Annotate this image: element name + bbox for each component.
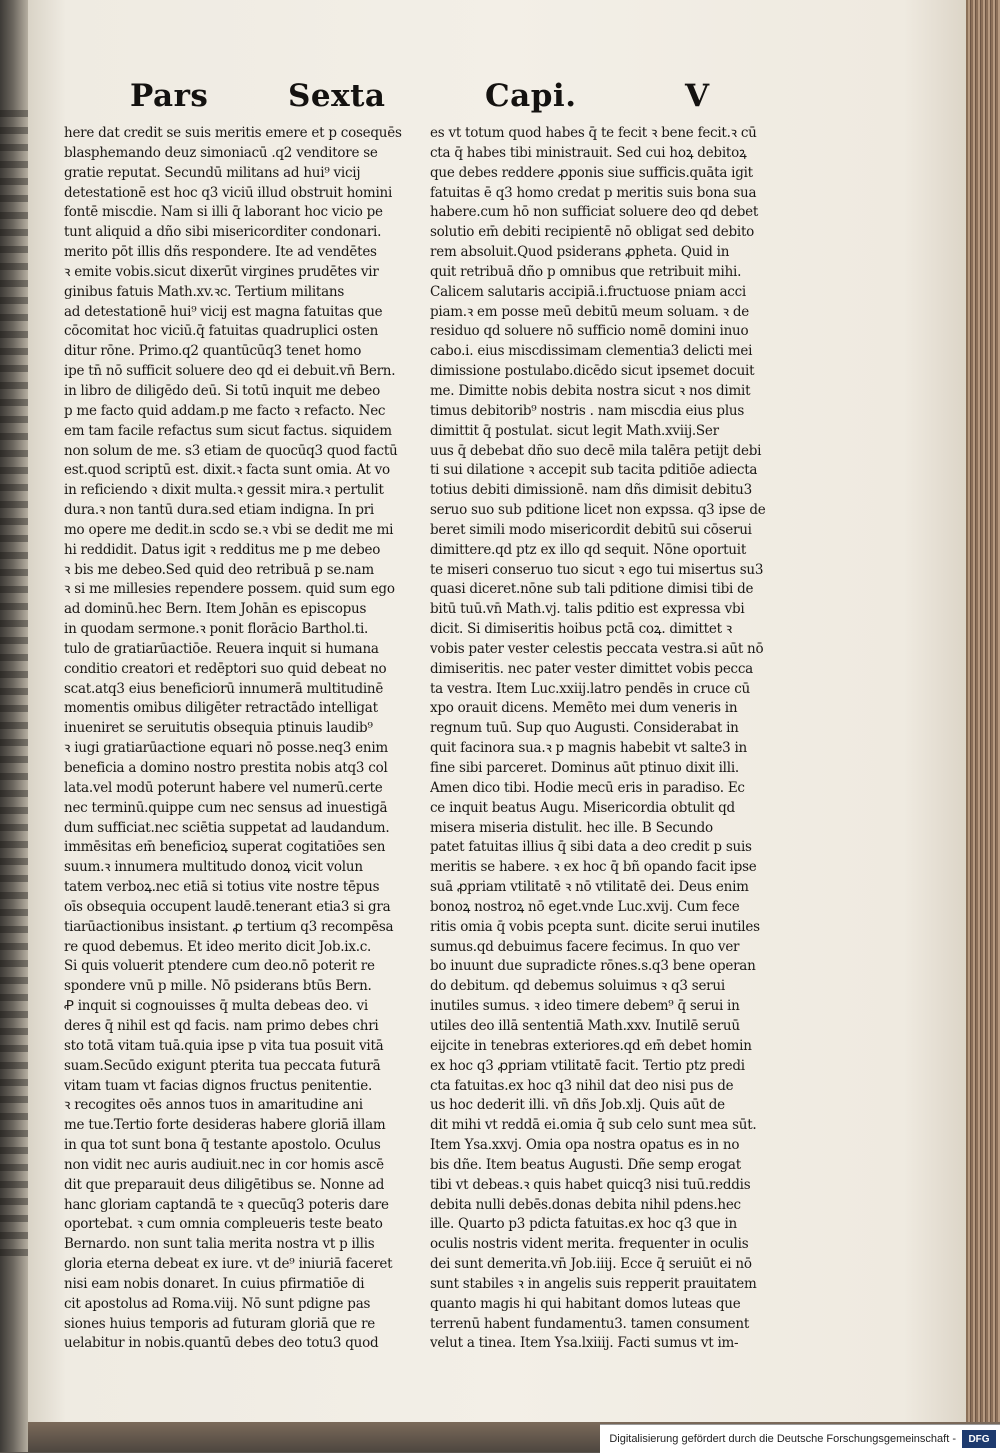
text-line: ille. Quarto p3 pdicta fatuitas.ex hoc q3 que in	[430, 1216, 737, 1233]
text-line: beret simili modo misericordit debitū sui cōserui	[430, 521, 752, 538]
text-line: scat.atq3 eius beneficiorū innumerā multitudinē	[64, 680, 384, 697]
text-line: non solum de me. s3 etiam de quocūq3 quod factū	[64, 442, 398, 459]
running-head-sexta: Sexta	[288, 78, 386, 114]
text-line: immēsitas em̄ beneficioꝝ superat cogitatiōes sen	[64, 839, 386, 856]
text-line: us hoc dederit illi. vn̄ dñs Job.xlj. Quis aūt de	[430, 1097, 725, 1114]
text-line: sumus.qd debuimus facere fecimus. In quo ver	[430, 938, 740, 955]
text-line: dit mihi vt reddā ei.omia q̄ sub celo sunt mea sūt.	[430, 1117, 757, 1134]
text-line: mo opere me dedit.in scdo se.ꝛ vbi se dedit me mi	[64, 521, 394, 538]
text-line: ꝛ bis me debeo.Sed quid deo retribuā p se.nam	[64, 561, 374, 578]
text-line: oportebat. ꝛ cum omnia compleueris teste beato	[64, 1216, 383, 1233]
text-line: cta fatuitas.ex hoc q3 nihil dat deo nisi pus de	[430, 1077, 734, 1094]
text-column-left	[64, 124, 404, 1354]
text-line: quanto magis hi qui habitant domos luteas que	[430, 1295, 741, 1312]
text-line: ꝛ iugi gratiarūactione equari nō posse.neq3 enim	[64, 740, 388, 757]
running-head-capi: Capi.	[485, 78, 577, 114]
text-line: bitū tuū.vn̄ Math.vj. talis pditio est expressa vbi	[430, 601, 745, 618]
text-line: fine sibi parceret. Dominus aūt ptinuo dixit illi.	[430, 760, 739, 776]
text-line: ad dominū.hec Bern. Item Johān es episcopus	[64, 601, 367, 618]
text-line: me. Dimitte nobis debita nostra sicut ꝛ nos dimit	[430, 382, 751, 399]
text-line: utiles deo illā sententiā Math.xxv. Inutilē seruū	[430, 1017, 740, 1034]
text-line: uus q̄ debebat dño suo decē mila talēra petijt debi	[430, 442, 762, 459]
running-head-pars: Pars	[130, 78, 209, 114]
text-line: in reficiendo ꝛ dixit multa.ꝛ gessit mira.ꝛ pertulit	[64, 482, 384, 499]
text-line: Bernardo. non sunt talia merita nostra vt p illis	[64, 1236, 375, 1253]
text-line: dum sufficiat.nec sciētia suppetat ad laudandum.	[64, 819, 390, 836]
text-line: ta vestra. Item Luc.xxiij.latro pendēs in cruce cū	[430, 680, 750, 697]
adjacent-page-text	[0, 110, 28, 1260]
text-line: Amen dico tibi. Hodie mecū eris in paradiso. Ec	[430, 779, 745, 796]
text-line: que debes reddere ꝓponis siue sufficis.quāta igit	[430, 164, 753, 181]
text-line: ti sui dilatione ꝛ accepit sub tacita pditiōe adiecta	[430, 462, 758, 479]
text-line: ce inquit beatus Augu. Misericordia obtulit qd	[430, 799, 735, 816]
text-line: tibi vt debeas.ꝛ quis habet quicq3 nisi tuū.reddis	[430, 1176, 751, 1193]
text-line: dimittit q̄ postulat. sicut legit Math.xviij.Ser	[430, 422, 719, 439]
text-line: meritis se habere. ꝛ ex hoc q̄ bñ opando facit ipse	[430, 859, 757, 876]
text-line: cōcomitat hoc viciū.q̄ fatuitas quadruplici osten	[64, 323, 379, 340]
text-line: ꝛ si me millesies rependere possem. quid sum ego	[64, 581, 395, 598]
text-line: solutio em̄ debiti recipientē nō obligat sed debito	[430, 224, 755, 241]
text-line: non vidit nec auris audiuit.nec in cor homis ascē	[64, 1156, 384, 1173]
text-line: dei sunt demerita.vn̄ Job.iiij. Ecce q̄ seruiūt ei nō	[430, 1256, 752, 1273]
text-line: in quodam sermone.ꝛ ponit florācio Barthol.ti.	[64, 621, 369, 638]
text-line: cta q̄ habes tibi ministrauit. Sed cui hoꝝ debitoꝝ	[430, 144, 747, 161]
text-line: est.quod scriptū est. dixit.ꝛ facta sunt omia. At vo	[64, 462, 390, 479]
text-line: quit retribuā dño p omnibus que retribuit mihi.	[430, 263, 742, 280]
text-line: hanc gloriam captandā te ꝛ quecūq3 poteris dare	[64, 1196, 389, 1213]
chapter-number: V	[685, 78, 710, 114]
text-line: dit que preparauit deus diligētibus se. Nonne ad	[64, 1176, 385, 1193]
digitization-banner	[600, 1424, 1000, 1453]
text-line: Ꝓ inquit si cognouisses q̄ multa debeas deo. vi	[64, 998, 368, 1015]
text-line: here dat credit se suis meritis emere et p cosequēs	[64, 125, 402, 141]
text-line: eijcite in tenebras exteriores.qd em̄ debet homin	[430, 1037, 752, 1054]
text-line: habere.cum hō non sufficiat soluere deo qd debet	[430, 204, 759, 221]
text-line: tiarūactionibus insistant. ꝓ tertium q3 recompēsa	[64, 918, 394, 935]
text-line: bis dñe. Item beatus Augusti. Dñe semp erogat	[430, 1156, 741, 1173]
text-line: dimittere.qd ptz ex illo qd sequit. Nōne oportuit	[430, 541, 746, 558]
text-line: blasphemando deuz simoniacū .q2 venditore se	[64, 144, 378, 161]
text-line: gloria eterna debeat ex iure. vt de⁹ iniuriā faceret	[64, 1256, 393, 1273]
text-line: es vt totum quod habes q̄ te fecit ꝛ bene fecit.ꝛ cū	[430, 125, 757, 141]
text-line: rem absoluit.Quod psiderans ꝓpheta. Quid in	[430, 244, 730, 261]
text-line: piam.ꝛ em posse meū debitū meum soluam. ꝛ de	[430, 303, 749, 320]
text-line: inutiles sumus. ꝛ ideo timere debem⁹ q̄ serui in	[430, 998, 740, 1015]
text-line: dura.ꝛ non tantū dura.sed etiam indigna. In pri	[64, 502, 374, 519]
text-line: timus debitorib⁹ nostris . nam miscdia eius plus	[430, 402, 745, 419]
text-line: fontē miscdie. Nam si illi q̄ laborant hoc vicio pe	[64, 204, 383, 221]
text-line: me tue.Tertio forte desideras habere gloriā illam	[64, 1117, 386, 1134]
text-line: ginibus fatuis Math.xv.ꝛc. Tertium militans	[64, 283, 345, 300]
text-line: suam.Secūdo exigunt pterita tua peccata futurā	[64, 1057, 381, 1074]
text-line: spondere vnū p mille. Nō psiderans btūs Bern.	[64, 978, 372, 995]
text-line: quit facinora sua.ꝛ p magnis habebit vt salte3 in	[430, 740, 747, 757]
text-line: velut a tinea. Item Ysa.lxiiij. Facti sumus vt im-	[430, 1335, 739, 1352]
text-line: conditio creatori et redēptori suo quid debeat no	[64, 660, 387, 677]
funding-notice: Digitalisierung gefördert durch die Deutsche Forschungsgemeinschaft -	[609, 1433, 956, 1445]
text-line: gratie reputat. Secundū militans ad hui⁹ vicij	[64, 164, 361, 181]
text-line: p me facto quid addam.p me facto ꝛ refacto. Nec	[64, 402, 386, 419]
text-line: beneficia a domino nostro prestita nobis atq3 col	[64, 760, 388, 776]
text-line: ꝛ recogites oēs annos tuos in amaritudine ani	[64, 1097, 363, 1114]
text-line: siones huius temporis ad futuram gloriā que re	[64, 1315, 376, 1332]
text-line: ditur rōne. Primo.q2 quantūcūq3 tenet homo	[64, 343, 362, 360]
text-line: deres q̄ nihil est qd facis. nam primo debes chri	[64, 1017, 379, 1034]
text-line: ex hoc q3 ꝓpriam vtilitatē facit. Tertio ptz predi	[430, 1057, 745, 1074]
text-line: do debitum. qd debemus soluimus ꝛ q3 serui	[430, 978, 725, 995]
text-line: tatem verboꝝ.nec etiā si totius vite nostre tēpus	[64, 879, 380, 896]
text-line: dicit. Si dimiseritis hoibus pctā coꝝ. dimittet ꝛ	[430, 621, 732, 638]
text-line: Si quis voluerit ptendere cum deo.nō poterit re	[64, 958, 375, 975]
text-line: debita nulli debēs.donas debita nihil pdens.hec	[430, 1196, 741, 1213]
text-line: tulo de gratiarūactiōe. Reuera inquit si humana	[64, 640, 379, 657]
text-line: inueniret se seruitutis obsequia ptinuis laudib⁹	[64, 720, 373, 737]
text-line: hi reddidit. Datus igit ꝛ redditus me p me debeo	[64, 541, 381, 558]
text-line: oīs obsequia occupent laudē.tenerant etia3 si gra	[64, 898, 391, 915]
text-line: Item Ysa.xxvj. Omia opa nostra opatus es in no	[430, 1137, 740, 1154]
text-line: regnum tuū. Sup quo Augusti. Considerabat in	[430, 720, 739, 737]
text-line: ad detestationē hui⁹ vicij est magna fatuitas que	[64, 303, 383, 320]
text-line: ipe tn̄ nō sufficit soluere deo qd ei debuit.vn̄ Bern.	[64, 363, 396, 380]
running-head	[130, 78, 730, 118]
text-line: re quod debemus. Et ideo merito dicit Job.ix.c.	[64, 938, 372, 955]
text-line: totius debiti dimissionē. nam dñs dimisit debitu3	[430, 482, 752, 499]
text-line: quasi diceret.nōne sub tali pditione dimisi tibi de	[430, 581, 754, 598]
text-line: sunt stabiles ꝛ in angelis suis repperit prauitatem	[430, 1275, 757, 1292]
text-line: tunt aliquid a dño sibi misericorditer condonari.	[64, 224, 382, 241]
text-line: vitam tuam vt facias dignos fructus penitentie.	[64, 1077, 373, 1094]
text-line: ritis omia q̄ vobis pcepta sunt. dicite serui inutiles	[430, 918, 760, 935]
text-line: Calicem salutaris accipiā.i.fructuose pniam acci	[430, 283, 746, 300]
text-line: seruo suo sub pditione licet non expssa. q3 ipse de	[430, 502, 766, 519]
text-line: vobis pater vester celestis peccata vestra.si aūt nō	[430, 640, 764, 657]
text-line: oculis nostris vident merita. frequenter in oculis	[430, 1236, 749, 1253]
text-line: suum.ꝛ innumera multitudo donoꝝ vicit volun	[64, 859, 363, 876]
text-line: sto totā vitam tuā.quia ipse p vita tua posuit vitā	[64, 1037, 384, 1054]
page-block-edges	[966, 0, 1000, 1452]
text-column-right	[430, 124, 770, 1354]
text-line: merito pōt illis dñs respondere. Ite ad vendētes	[64, 244, 377, 261]
text-line: in qua tot sunt bona q̄ testante apostolo. Oculus	[64, 1137, 381, 1154]
text-line: misera miseria distulit. hec ille. B Secundo	[430, 819, 713, 836]
text-line: residuo qd soluere nō sufficio nomē domini inuo	[430, 323, 749, 340]
text-line: bonoꝝ nostroꝝ nō eget.vnde Luc.xvij. Cum fece	[430, 898, 740, 915]
text-line: te miseri conseruo tuo sicut ꝛ ego tui misertus su3	[430, 561, 764, 578]
text-line: dimiseritis. nec pater vester dimittet vobis pecca	[430, 660, 753, 677]
text-line: lata.vel modū poterunt habere vel numerū.certe	[64, 779, 383, 796]
text-line: cabo.i. eius miscdissimam clementia3 delicti mei	[430, 343, 753, 360]
text-line: ꝛ emite vobis.sicut dixerūt virgines prudētes vir	[64, 263, 379, 280]
dfg-logo: DFG	[962, 1430, 996, 1448]
text-line: fatuitas ē q3 homo credat p meritis suis bona sua	[430, 184, 757, 201]
text-line: dimissione postulabo.dicēdo sicut ipsemet docuit	[430, 363, 755, 380]
text-line: nec terminū.quippe cum nec sensus ad inuestigā	[64, 799, 388, 816]
text-line: uelabitur in nobis.quantū debes deo totu3 quod	[64, 1335, 379, 1352]
text-line: suā ꝓpriam vtilitatē ꝛ nō vtilitatē dei. Deus enim	[430, 879, 749, 896]
text-line: cit apostolus ad Roma.viij. Nō sunt pdigne pas	[64, 1295, 371, 1312]
text-line: detestationē est hoc q3 viciū illud obstruit homini	[64, 184, 393, 201]
text-line: nisi eam nobis donaret. In cuius pfirmatiōe di	[64, 1275, 365, 1292]
text-line: momentis omibus diligēter retractādo intelligat	[64, 700, 378, 717]
text-line: in libro de diligēdo deū. Si totū inquit me debeo	[64, 382, 380, 399]
text-line: xpo orauit dicens. Memēto mei dum veneris in	[430, 700, 738, 717]
text-line: patet fatuitas illius q̄ sibi data a deo credit p suis	[430, 839, 752, 856]
text-line: em tam facile refactus sum sicut factus. siquidem	[64, 422, 392, 439]
text-line: terrenū habent fundamentu3. tamen consument	[430, 1315, 750, 1332]
text-line: bo inuunt due supradicte rōnes.s.q3 bene operan	[430, 958, 756, 975]
